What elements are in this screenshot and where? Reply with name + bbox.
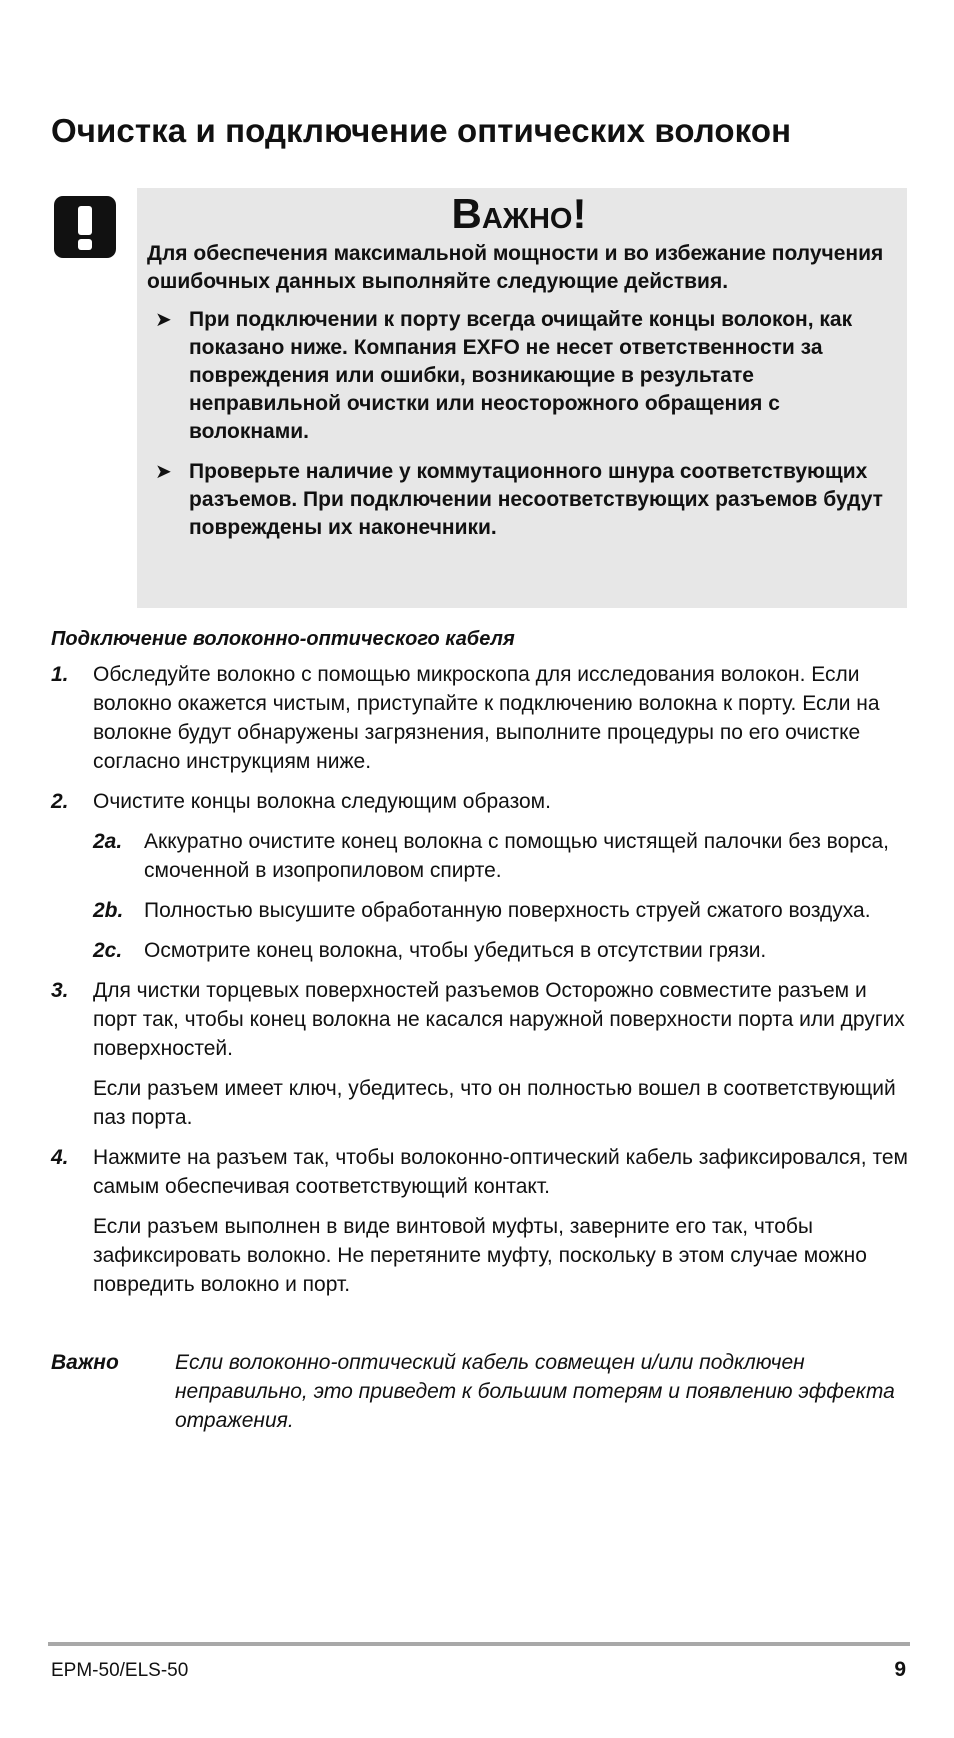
footer-product: EPM-50/ELS-50 — [51, 1660, 189, 1681]
step-4 — [51, 1143, 911, 1299]
substep-number: 2b. — [93, 899, 124, 922]
substep-number: 2c. — [93, 939, 123, 962]
important-note — [51, 1348, 911, 1435]
step-text: Если разъем выполнен в виде винтовой муфты, заверните его так, чтобы зафиксировать волокно. Не перетяните муфту, поскольку в этом случае можно повредить волокно и порт. — [93, 1215, 867, 1296]
note-label: Важно — [51, 1351, 119, 1374]
exclamation-bar — [78, 206, 92, 235]
substep-text: Осмотрите конец волокна, чтобы убедиться в отсутствии грязи. — [144, 939, 767, 962]
step-number: 4. — [51, 1146, 69, 1169]
step-text: Обследуйте волокно с помощью микроскопа для исследования волокон. Если волокно окажется чистым, приступайте к подключению волокна к порту. Если на волокне будут обнаружены загрязнения, выполните процедуры по его очистке согласно инструкциям ниже. — [93, 663, 880, 773]
important-bullet — [147, 458, 891, 542]
step-2 — [51, 787, 911, 965]
substep-text: Аккуратно очистите конец волокна с помощью чистящей палочки без ворса, смоченной в изопропиловом спирте. — [144, 830, 889, 882]
arrow-bullet-icon: ➤ — [155, 461, 172, 483]
important-callout — [137, 188, 907, 608]
bullet-text: Проверьте наличие у коммутационного шнура соответствующих разъемов. При подключении несоответствующих разъемов будут повреждены их наконечники. — [189, 460, 883, 539]
page-title: Очистка и подключение оптических волокон — [51, 112, 792, 149]
note-text: Если волоконно-оптический кабель совмещен и/или подключен неправильно, это приведет к большим потерям и появлению эффекта отражения. — [175, 1351, 895, 1432]
exclamation-icon — [54, 196, 116, 258]
substep-number: 2a. — [93, 830, 123, 853]
substep-2a — [93, 827, 911, 885]
section-heading: Подключение волоконно-оптического кабеля — [51, 628, 515, 650]
step-number: 1. — [51, 663, 69, 686]
step-text: Если разъем имеет ключ, убедитесь, что он полностью вошел в соответствующий паз порта. — [93, 1077, 896, 1129]
step-number: 3. — [51, 979, 69, 1002]
steps-list — [51, 660, 911, 1310]
step-number: 2. — [51, 790, 69, 813]
important-bullet — [147, 306, 891, 446]
step-text: Для чистки торцевых поверхностей разъемов Осторожно совместите разъем и порт так, чтобы конец волокна не касался наружной поверхности порта или других поверхностей. — [93, 979, 905, 1060]
step-text: Очистите концы волокна следующим образом. — [93, 790, 551, 813]
step-text: Нажмите на разъем так, чтобы волоконно-оптический кабель зафиксировался, тем самым обеспечивая соответствующий контакт. — [93, 1146, 908, 1198]
step-1 — [51, 660, 911, 776]
exclamation-dot — [78, 239, 92, 250]
page-number: 9 — [894, 1658, 906, 1681]
step-3 — [51, 976, 911, 1132]
substep-2c — [93, 936, 911, 965]
important-heading: Важно! — [451, 190, 587, 237]
substep-text: Полностью высушите обработанную поверхность струей сжатого воздуха. — [144, 899, 871, 922]
bullet-text: При подключении к порту всегда очищайте концы волокон, как показано ниже. Компания EXFO не несет ответственности за повреждения или ошибки, возникающие в результате неправильной очистки или неосторожного обращения с волокнами. — [189, 308, 853, 443]
important-intro: Для обеспечения максимальной мощности и во избежание получения ошибочных данных выполняйте следующие действия. — [147, 242, 884, 293]
footer-divider — [48, 1642, 910, 1646]
substep-2b — [93, 896, 911, 925]
arrow-bullet-icon: ➤ — [155, 309, 172, 331]
